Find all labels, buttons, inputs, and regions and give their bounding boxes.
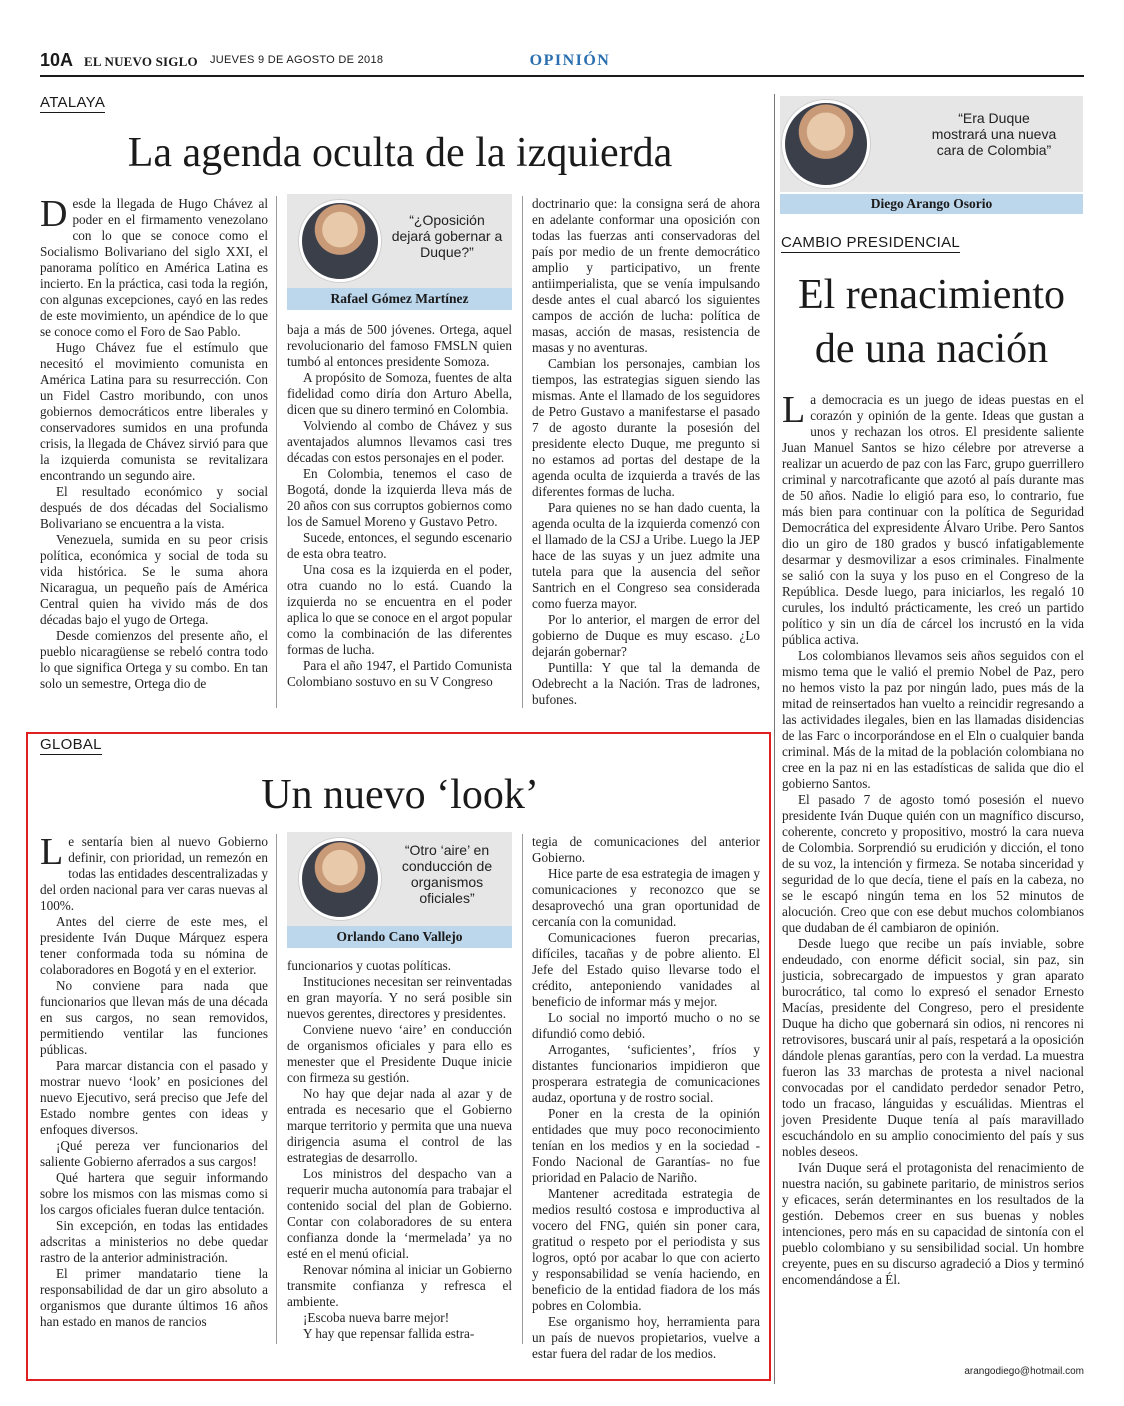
paragraph: El primer mandatario tiene la responsabilidad de dar un giro absoluto a organismos que durante últimos 16 años han estado en manos de rancios: [40, 1266, 268, 1329]
drop-cap: D: [40, 193, 68, 235]
rail-divider: [774, 94, 775, 1384]
paragraph: Poner en la cresta de la opinión entidades que muy poco reconocimiento tenían en los medios y en la sociedad -Fondo Nacional de Garantías- no fue prioridad en Palacio de Nariño.: [532, 1106, 760, 1185]
drop-cap: L: [782, 389, 806, 431]
paragraph: ¡Escoba nueva barre mejor!: [303, 1310, 450, 1325]
atalaya-column-3: [532, 196, 760, 708]
paragraph: Los ministros del despacho van a requerir mucha autonomía para trabajar el contenido social del plan de Gobierno. Contar con colaboradores de su entera confianza donde la ‘mermelada’ ya no esté en el menú oficial.: [287, 1166, 512, 1261]
global-columnist-box: [287, 832, 512, 948]
paragraph: Cambian los personajes, cambian los tiempos, las estrategias siguen siendo las mismas. Ante el llamado de los seguidores de Petro Gustavo a manifestarse el pasado 7 de agosto durante la posesión del presidente electo Duque, me pregunto si no estamos ad portas del destape de la agenda oculta de izquierda a través de las diferentes formas de lucha.: [532, 356, 760, 499]
paragraph: Desde luego que recibe un país inviable, sobre endeudado, con enorme déficit social, sin paz, sin justicia, sobrecargado de impuestos y gran aparato burocrático, tal como lo expresó el senador Ernesto Macías, presidente del Congreso, pero el presidente Duque ha dicho que gobernará sin odios, ni rencores ni retrovisores, buscará unir al país, respetará a la oposición dándole plenas garantías, pero con la verdad. La muestra fueron las 33 marchas de protesta a nivel nacional convocadas por el candidato perdedor senador Petro, todo un fracaso, lánguidas y escuálidas. Mientras el joven Presidente Duque tenía al país maravillado escuchándolo en su amplio conocimiento del país y sus nobles deseos.: [782, 936, 1084, 1159]
paragraph: Para marcar distancia con el pasado y mostrar nuevo ‘look’ en posiciones del nuevo Ejecutivo, será preciso que Jefe del Estado nombre gentes con ideas y enfoques diversos.: [40, 1058, 268, 1137]
newspaper-name: EL NUEVO SIGLO: [84, 54, 198, 69]
columnist-photo: [299, 838, 381, 920]
paragraph: Hice parte de esa estrategia de imagen y comunicaciones y reconozco que se desaprovechó una gran oportunidad de cercanía con la comunidad.: [532, 866, 760, 929]
global-kicker: GLOBAL: [40, 736, 102, 753]
paragraph: Una cosa es la izquierda en el poder, otra cuando no lo está. Cuando la izquierda no se encuentra en el poder aplica lo que se conoce en el argot popular como la combinación de las diferentes formas de lucha.: [287, 562, 512, 657]
column-divider: [276, 834, 277, 1344]
paragraph: Puntilla: Y que tal la demanda de Odebrecht a la Nación. Tras de ladrones, bufones.: [532, 660, 760, 707]
paragraph: doctrinario que: la consigna será de ahora en adelante conformar una oposición con todas las fuerzas anti conservadoras del país por medio de un frente democrático amplio y participativo, un frente antiimperialista, que se venía impulsando desde antes el cual abarcó los siguientes campos de acción de lucha: política de masas, acción de masas, resistencia de masas y no aventuras.: [532, 196, 760, 355]
cambio-headline-line-2: de una nación: [814, 326, 1049, 372]
columnist-quote: “¿Oposición dejará gobernar a Duque?”: [391, 212, 503, 260]
atalaya-column-1: [40, 193, 268, 692]
global-column-2: [287, 958, 512, 1342]
cambio-kicker: CAMBIO PRESIDENCIAL: [781, 234, 961, 251]
paragraph: El pasado 7 de agosto tomó posesión el nuevo presidente Iván Duque quién con un magnífico discurso, coherente, concreto y propositivo, mostró la cara nueva de Colombia. Sorprendió su erudición y dicción, el tono de su voz, la intención y firmeza. Se notaba sinceridad y seguridad de lo que decía, tiene el país en la cabeza, no se le escapó ningún tema en los 52 minutos de alocución. Creo que con ese debut muchos colombianos que dudaban de él cambiaron de opinión.: [782, 792, 1084, 935]
global-column-1: [40, 831, 268, 1330]
paragraph: Lo social no importó mucho o no se difundió como debió.: [532, 1010, 760, 1041]
paragraph: No hay que dejar nada al azar y de entrada es necesario que el Gobierno marque territorio y permita que una nueva dirigencia asuma el control de las estrategias de desarrollo.: [287, 1086, 512, 1165]
paragraph: En Colombia, tenemos el caso de Bogotá, donde la izquierda lleva más de 20 años con sus corruptos gobiernos como los de Samuel Moreno y Gustavo Petro.: [287, 466, 512, 529]
paragraph: Iván Duque será el protagonista del renacimiento de nuestra nación, su gabinete paritario, de ministros serios y eficaces, serán determinantes en los resultados de la gestión. Debemos creer en sus buenas y nobles intenciones, pero más en su capacidad de sintonía con el pueblo colombiano y su sensibilidad social. Un hombre creyente, pues en su discurso agradeció a Dios y terminó encomendándose a Él.: [782, 1160, 1084, 1287]
paragraph: Desde comienzos del presente año, el pueblo nicaragüense se rebeló contra todo lo que significa Ortega y su combo. En tan solo un semestre, Ortega dio de: [40, 628, 268, 691]
paragraph: Qué hartera que seguir informando sobre los mismos con las mismas como si los cargos oficiales fueran dulce tentación.: [40, 1170, 268, 1217]
columnist-quote: “Era Duque mostrará una nueva cara de Colombia”: [931, 110, 1057, 158]
paragraph: Mantener acreditada estrategia de medios resultó costosa e improductiva al vocero del FNG, quién sin poner cara, gratitud o respeto por el periodista y sus logros, optó por acabar lo que con acierto y responsabilidad se venía haciendo, en beneficio de la entidad fiadora de los más pobres en Colombia.: [532, 1186, 760, 1313]
paragraph: Arrogantes, ‘suficientes’, fríos y distantes funcionarios impidieron que prosperara estrategia de comunicaciones audaz, oportuna y de rostro social.: [532, 1042, 760, 1105]
page-number: 10A: [40, 50, 74, 70]
cambio-body: [782, 389, 1084, 1288]
columnist-photo: [782, 100, 870, 188]
columnist-name: Diego Arango Osorio: [780, 194, 1083, 214]
cambio-headline: [780, 268, 1083, 376]
columnist-quote: “Otro ‘aire’ en conducción de organismos oficiales”: [401, 842, 493, 906]
paragraph: Venezuela, sumida en su peor crisis política, económica y social de toda su vida histórica. Se le suma ahora Nicaragua, un pequeño país de América Central quien ha vivido más de dos décadas bajo el yugo de Ortega.: [40, 532, 268, 627]
paragraph: Volviendo al combo de Chávez y sus aventajados alumnos llevamos casi tres décadas con estos personajes en el poder.: [287, 418, 512, 465]
cambio-headline-line-1: El renacimiento: [797, 272, 1066, 318]
header-rule: [40, 75, 1084, 77]
drop-cap: L: [40, 831, 64, 873]
paragraph: Hugo Chávez fue el estímulo que necesitó el movimiento comunista en América Latina para su resurrección. Con un Fidel Castro moribundo, con unos gobiernos democráticos entre liberales y conservadores sumidos en una profunda crisis, la llegada de Chávez sirvió para que la izquierda comunista se revitalizara encontrando un segundo aire.: [40, 340, 268, 483]
cambio-columnist-box: [780, 96, 1083, 214]
paragraph: Sin excepción, en todas las entidades adscritas a ministerios no debe quedar rastro de la anterior administración.: [40, 1218, 268, 1265]
paragraph: funcionarios y cuotas políticas.: [287, 958, 452, 973]
paragraph: Ese organismo hoy, herramienta para un país de nuevos propietarios, vuelve a estar fuera del radar de los medios.: [532, 1314, 760, 1361]
column-divider: [522, 196, 523, 708]
paragraph: Antes del cierre de este mes, el presidente Iván Duque Márquez espera tener conformada toda su nómina de colaboradores en Bogotá y en el exterior.: [40, 914, 268, 977]
section-title: OPINIÓN: [529, 52, 611, 69]
column-divider: [276, 196, 277, 708]
paragraph: Y hay que repensar fallida estra-: [303, 1326, 475, 1341]
paragraph: baja a más de 500 jóvenes. Ortega, aquel revolucionario del famoso FMSLN quien tumbó al entonces presidente Somoza.: [287, 322, 512, 369]
atalaya-columnist-box: [287, 194, 512, 310]
atalaya-headline: La agenda oculta de la izquierda: [127, 130, 673, 176]
paragraph: Instituciones necesitan ser reinventadas en gran mayoría. Y no será posible sin nuevos gerentes, directores y presidentes.: [287, 974, 512, 1021]
atalaya-column-2: [287, 322, 512, 690]
paragraph: La democracia es un juego de ideas puestas en el corazón y opinión de la gente. Ideas que gustan a unos y rechazan los otros. El presidente saliente Juan Manuel Santos se hizo célebre por atreverse a realizar un acuerdo de paz con las Farc, grupo guerrillero criminal y narcotraficante que azotó al país durante mas de 50 años. Nadie lo eligió para eso, lo contrario, fue más bien para continuar con la política de Seguridad Democrática del expresidente Álvaro Uribe. Pero Santos dio un giro de 180 grados y buscó infatigablemente desarmar y desmovilizar a esos criminales. Finalmente se salió con la suya y los puso en el Congreso de la República. Desde luego, para iniciarlos, les regaló 10 curules, los indultó prácticamente, les creó un partido político y sin un día de cárcel los incrustó en la vida pública activa.: [782, 389, 1084, 647]
paragraph: Por lo anterior, el margen de error del gobierno de Duque es muy escaso. ¿Lo dejarán gobernar?: [532, 612, 760, 659]
paragraph: A propósito de Somoza, fuentes de alta fidelidad como diría don Arturo Abella, dicen que su dinero terminó en Colombia.: [287, 370, 512, 417]
column-divider: [522, 834, 523, 1344]
columnist-name: Orlando Cano Vallejo: [287, 926, 512, 948]
paragraph: Comunicaciones fueron precarias, difíciles, tacañas y de pobre aliento. El Jefe del Estado quiso llevarse todo el crédito, anteponiendo vanidades al beneficio de informar más y mejor.: [532, 930, 760, 1009]
paragraph: No conviene para nada que funcionarios que llevan más de una década en sus cargos, no sean removidos, permitiendo ventilar las funciones públicas.: [40, 978, 268, 1057]
columnist-photo: [299, 200, 381, 282]
paragraph: El resultado económico y social después de dos décadas del Socialismo Bolivariano se encuentra a la vista.: [40, 484, 268, 531]
paragraph: ¡Qué pereza ver funcionarios del saliente Gobierno aferrados a sus cargos!: [40, 1138, 268, 1169]
paragraph: Le sentaría bien al nuevo Gobierno definir, con prioridad, un remezón en todas las entidades descentralizadas y del orden nacional para ver caras nuevas al 100%.: [40, 831, 268, 913]
paragraph: Renovar nómina al iniciar un Gobierno transmite confianza y refresca el ambiente.: [287, 1262, 512, 1309]
paragraph: Sucede, entonces, el segundo escenario de esta obra teatro.: [287, 530, 512, 561]
global-headline: Un nuevo ‘look’: [261, 772, 539, 818]
paragraph: Desde la llegada de Hugo Chávez al poder en el firmamento venezolano con lo que se conoce como el Socialismo Bolivariano del siglo XXI, el panorama político en América Latina es incierto. En la práctica, casi toda la región, con algunas excepciones, cayó en las redes de este movimiento, un apéndice de lo que se conoce como el Foro de Sao Pablo.: [40, 193, 268, 339]
paragraph: Para el año 1947, el Partido Comunista Colombiano sostuvo en su V Congreso: [287, 658, 512, 689]
author-email: arangodiego@hotmail.com: [964, 1366, 1084, 1377]
paragraph: Los colombianos llevamos seis años seguidos con el mismo tema que le valió el premio Nobel de Paz, pero no hemos visto la paz por ningún lado, pues más de la mitad de reinsertados han vuelto a reincidir regresando a las actividades ilegales, bien en las llamadas disidencias de las Farc o incorporándose en el Eln o cualquier banda criminal. Más de la mitad de la población colombiana no cree en la paz ni en las estadísticas de salida que dio el gobierno Santos.: [782, 648, 1084, 791]
atalaya-kicker: ATALAYA: [40, 94, 106, 111]
global-column-3: [532, 834, 760, 1362]
paragraph: Conviene nuevo ‘aire’ en conducción de organismos oficiales y para ello es menester que el Presidente Duque inicie con firmeza su gestión.: [287, 1022, 512, 1085]
paragraph: tegia de comunicaciones del anterior Gobierno.: [532, 834, 760, 865]
paragraph: Para quienes no se han dado cuenta, la agenda oculta de la izquierda comenzó con el llamado de la CSJ a Uribe. Luego la JEP hace de las suyas y un juez admite una tutela para que la ausencia del señor Santrich en el Congreso sea considerada como fuerza mayor.: [532, 500, 760, 611]
columnist-name: Rafael Gómez Martínez: [287, 288, 512, 310]
issue-date: JUEVES 9 DE AGOSTO DE 2018: [210, 54, 384, 66]
page-header: [40, 48, 1084, 78]
